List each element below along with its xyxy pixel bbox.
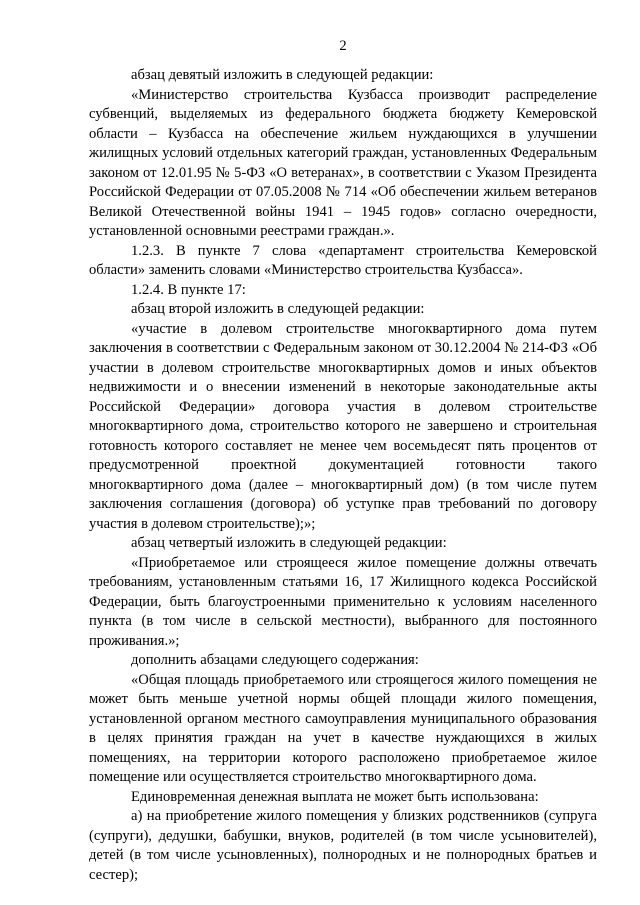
paragraph-7: абзац четвертый изложить в следующей редакции: — [131, 535, 447, 551]
paragraph-2: «Министерство строительства Кузбасса производит распределение субвенций, выделяемых из федерального бюджета бюджету Кемеровской области – Кузбасса на обеспечение жильем нуждающихся в улучшении жилищных условий отдельных категорий граждан, установленных Федеральным законом от 12.01.95 № 5-ФЗ «О ветеранах», в соответствии с Указом Президента Российской Федерации от 07.05.2008 № 714 «Об обеспечении жильем ветеранов Великой Отечественной войны 1941 – 1945 годов» согласно очередности, установленной основными реестрами граждан.». — [89, 86, 597, 239]
paragraph-3: 1.2.3. В пункте 7 слова «департамент строительства Кемеровской области» заменить словами «Министерство строительства Кузбасса». — [89, 242, 597, 278]
paragraph-10: «Общая площадь приобретаемого или строящегося жилого помещения не может быть меньше учетной нормы общей площади жилого помещения, установленной органом местного самоуправления муниципального образования в целях принятия граждан на учет в качестве нуждающихся в жилых помещениях, на территории которого расположено приобретаемое жилое помещение или осуществляется строительство многоквартирного дома. — [89, 671, 597, 785]
paragraph-11: Единовременная денежная выплата не может быть использована: — [131, 788, 539, 805]
paragraph-8: «Приобретаемое или строящееся жилое помещение должны отвечать требованиям, установленным статьями 16, 17 Жилищного кодекса Российской Федерации, быть благоустроенными применительно к условиям населенного пункта (в том числе в сельской местности), выбранного для постоянного проживания.»; — [89, 554, 597, 649]
paragraph-6: «участие в долевом строительстве многоквартирного дома путем заключения в соответствии с Федеральным законом от 30.12.2004 № 214-ФЗ «Об участии в долевом строительстве многоквартирных домов и иных объектов недвижимости и о внесении изменений в некоторые законодательные акты Российской Федерации» договора участия в долевом строительстве многоквартирного дома, строительство которого не завершено и строительная готовность которого составляет не менее чем восемьдесят пять процентов от предусмотренной проектной документацией готовности такого многоквартирного дома (далее – многоквартирный дом) (в том числе путем заключения соглашения (договора) об уступке прав требований по договору участия в долевом строительстве);»; — [89, 320, 597, 532]
paragraph-1: абзац девятый изложить в следующей редакции: — [131, 67, 434, 83]
paragraph-5: абзац второй изложить в следующей редакции: — [131, 301, 425, 317]
paragraph-4: 1.2.4. В пункте 17: — [131, 281, 246, 298]
paragraph-12: а) на приобретение жилого помещения у близких родственников (супруга (супруги), дедушки, бабушки, внуков, родителей (в том числе усыновителей), детей (в том числе усыновленных), полнородных и не полнородных братьев и сестер); — [89, 808, 597, 883]
document-page — [89, 0, 597, 885]
page-number: 2 — [339, 38, 347, 54]
paragraph-9: дополнить абзацами следующего содержания: — [131, 652, 419, 668]
spacer — [89, 57, 597, 66]
